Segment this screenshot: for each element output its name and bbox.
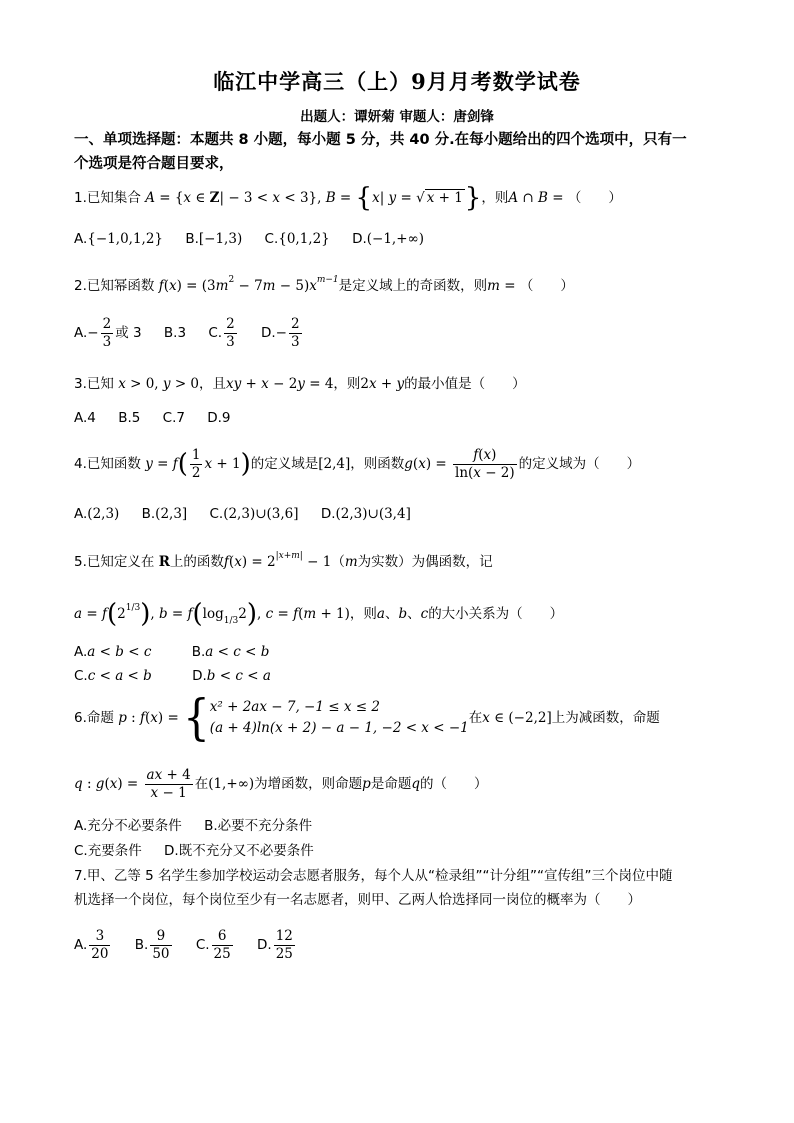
q3-text-c: ，则 xyxy=(333,376,361,392)
q5-text-e: ，则 xyxy=(349,606,377,622)
q6-number: 6. xyxy=(74,710,87,726)
q2-frac-c: $\frac{2}{3}$ xyxy=(226,315,235,350)
q5-option-a: A. xyxy=(74,644,88,660)
q2-blank: （ ） xyxy=(519,278,574,294)
question-1: 1.已知集合 A = {x ∈ Z| − 3 < x < 3}, B = {x| y = √ x + 1}，则A ∩ B = （ ） xyxy=(74,183,622,213)
q6-text-a: 命题 xyxy=(86,710,114,726)
q5-text-a: 已知定义在 xyxy=(86,554,155,570)
q4-number: 4. xyxy=(74,456,87,472)
q3-option-c: C.7 xyxy=(162,410,185,426)
question-5: 5.已知定义在 R上的函数$f(x) = 2^{|x+m|} - 1(m$为实数）为偶函数，记 xyxy=(74,551,493,570)
q4-option-d: D. xyxy=(320,506,336,522)
q5-definitions: $a = f(2^{1/3})$, $b = f(\log_{1/3}2)$, c = f(m + 1)，则a、b、c的大小关系为（ ） xyxy=(74,599,564,629)
q6-piecewise: x² + 2ax − 7, −1 ≤ x ≤ 2 (a + 4)ln(x + 2) − a − 1, −2 < x < −1 xyxy=(209,699,469,736)
q2-frac-a: $\frac{2}{3}$ xyxy=(102,315,112,350)
q5-text-c: （ xyxy=(331,554,345,570)
q5-number: 5. xyxy=(74,554,87,570)
q3-option-d: D.9 xyxy=(207,410,231,426)
page-title: 临江中学高三（上）9月月考数学试卷 xyxy=(213,69,581,94)
q7-option-c: C. xyxy=(195,937,210,953)
q6-text-b: 在 xyxy=(468,710,483,726)
q5-option-d: D. xyxy=(192,668,207,684)
q7-option-b: B. xyxy=(134,937,149,953)
q1-option-d: D. xyxy=(352,231,367,247)
q6-text-e: 为增函数，则命题 xyxy=(254,776,363,792)
q4-option-a: A. xyxy=(74,506,88,522)
q6-option-a: A.充分不必要条件 xyxy=(74,818,182,834)
q6-options-row2 xyxy=(74,841,314,861)
q5-text-f: 的大小关系为（ ） xyxy=(428,606,564,622)
q2-option-d: D. xyxy=(260,325,276,341)
q4-text-a: 已知函数 xyxy=(86,456,141,472)
q2-option-b: B.3 xyxy=(163,325,187,341)
q6-text-d: 在 xyxy=(194,776,209,792)
q7-option-a: A. xyxy=(74,937,88,953)
q1-number: 1. xyxy=(74,190,87,206)
q1-text-b: ，则 xyxy=(481,190,509,206)
q4-frac-half: $\frac{1}{2}$ xyxy=(191,446,201,481)
q1-set-a: A xyxy=(145,190,155,206)
question-4: 4.已知函数 y = f( $\frac{1}{2}$ x + 1)的定义域是[2,4]，则函数g(x) = $\frac{f(x)}{\ln(x - 2)}$ 的定义域为（ ） xyxy=(74,446,641,481)
q7-option-d: D. xyxy=(257,937,272,953)
q5-option-b: B. xyxy=(191,644,206,660)
q6-option-c: C.充要条件 xyxy=(74,843,142,859)
q6-text-g: 的（ ） xyxy=(419,776,488,792)
q3-text-b: ，且 xyxy=(199,376,227,392)
q7-options xyxy=(74,926,297,964)
question-6: 6.命题 p : f(x) = { x² + 2ax − 7, −1 ≤ x ≤ 2 (a + 4)ln(x + 2) − a − 1, −2 < x < −1 在x ∈ (−2,2]上为减函数，命题 xyxy=(74,689,660,746)
q4-options: A.(2,3) B.(2,3] C.(2,3)∪(3,6] D.(2,3)∪(3,4] xyxy=(74,506,411,522)
q4-option-b: B. xyxy=(141,506,156,522)
q6-text-c: 上为减函数，命题 xyxy=(551,710,660,726)
q1-options: A.{−1,0,1,2} B.[−1,3) C.{0,1,2} D.(−1,+∞) xyxy=(74,231,425,247)
q1-option-b: B. xyxy=(185,231,199,247)
q1-option-a: A. xyxy=(74,231,88,247)
q4-text-b: 的定义域是 xyxy=(250,456,319,472)
q6-frac-g: $\frac{ax + 4}{x - 1}$ xyxy=(146,766,191,801)
q3-number: 3. xyxy=(74,376,87,392)
q2-number: 2. xyxy=(74,278,87,294)
q5-option-c: C. xyxy=(74,668,88,684)
q6-line2: q : g(x) = $\frac{ax + 4}{x - 1}$ 在(1,+∞)为增函数，则命题p是命题q的（ ） xyxy=(74,766,488,801)
q4-text-d: 的定义域为（ ） xyxy=(518,456,641,472)
q5-options-row1: A.a < b < c B.a < c < b xyxy=(74,644,270,660)
q2-text-a: 已知幂函数 xyxy=(86,278,155,294)
q3-option-b: B.5 xyxy=(118,410,141,426)
q2-text-b: 是定义域上的奇函数，则 xyxy=(338,278,488,294)
q5-text-d: 为实数）为偶函数，记 xyxy=(357,554,493,570)
q2-option-a-suffix: 或 3 xyxy=(115,325,142,341)
q3-option-a: A.4 xyxy=(74,410,96,426)
q6-text-f: 是命题 xyxy=(370,776,412,792)
q3-text-a: 已知 xyxy=(86,376,114,392)
q2-option-a: A. xyxy=(74,325,88,341)
q2-frac-d: $\frac{2}{3}$ xyxy=(290,315,300,350)
question-7-line1: 7.甲、乙等 5 名学生参加学校运动会志愿者服务，每个人从“检录组”“计分组”“宣传组”三个岗位中随 xyxy=(74,868,673,884)
q5-text-b: 上的函数 xyxy=(169,554,224,570)
q4-text-c: ，则函数 xyxy=(350,456,405,472)
question-3: 3.已知 x > 0, y > 0，且xy + x − 2y = 4，则2x + y的最小值是（ ） xyxy=(74,376,526,392)
q7-frac-c: $\frac{6}{25}$ xyxy=(213,927,231,962)
q7-frac-a: $\frac{3}{20}$ xyxy=(91,927,109,962)
q3-options xyxy=(74,408,231,428)
q1-blank: （ ） xyxy=(567,190,622,206)
q6-option-d: D.既不充分又不必要条件 xyxy=(164,843,314,859)
q2-option-c: C. xyxy=(208,325,223,341)
section-heading-line1: 一、单项选择题：本题共 8 小题，每小题 5 分，共 40 分.在每小题给出的四个选项中，只有一 xyxy=(74,132,687,148)
section-heading-line2: 个选项是符合题目要求， xyxy=(74,156,234,172)
q1-option-c: C. xyxy=(264,231,279,247)
authors-line: 出题人：谭妍菊 审题人：唐剑锋 xyxy=(300,109,494,125)
q6-option-b: B.必要不充分条件 xyxy=(204,818,313,834)
q4-option-c: C. xyxy=(209,506,224,522)
q3-text-d: 的最小值是（ ） xyxy=(404,376,526,392)
question-7-line2: 机选择一个岗位，每个岗位至少有一名志愿者，则甲、乙两人恰选择同一岗位的概率为（ ） xyxy=(74,892,641,908)
q4-frac-g: $\frac{f(x)}{\ln(x - 2)}$ xyxy=(455,446,515,481)
q5-options-row2: C.c < a < b D.b < c < a xyxy=(74,668,271,684)
question-2: 2.已知幂函数 $f(x) = (3m^2 - 7m - 5)x^{m-1}$是定义域上的奇函数，则m = （ ） xyxy=(74,275,574,294)
q7-frac-d: $\frac{12}{25}$ xyxy=(275,927,293,962)
q6-options-row1 xyxy=(74,816,312,836)
q1-text-a: 已知集合 xyxy=(86,190,141,206)
q2-options: A.− $\frac{2}{3}$ 或 3 B.3 C. $\frac{2}{3}$ D.− $\frac{2}{3}$ xyxy=(74,315,300,350)
q7-frac-b: $\frac{9}{50}$ xyxy=(152,927,170,962)
